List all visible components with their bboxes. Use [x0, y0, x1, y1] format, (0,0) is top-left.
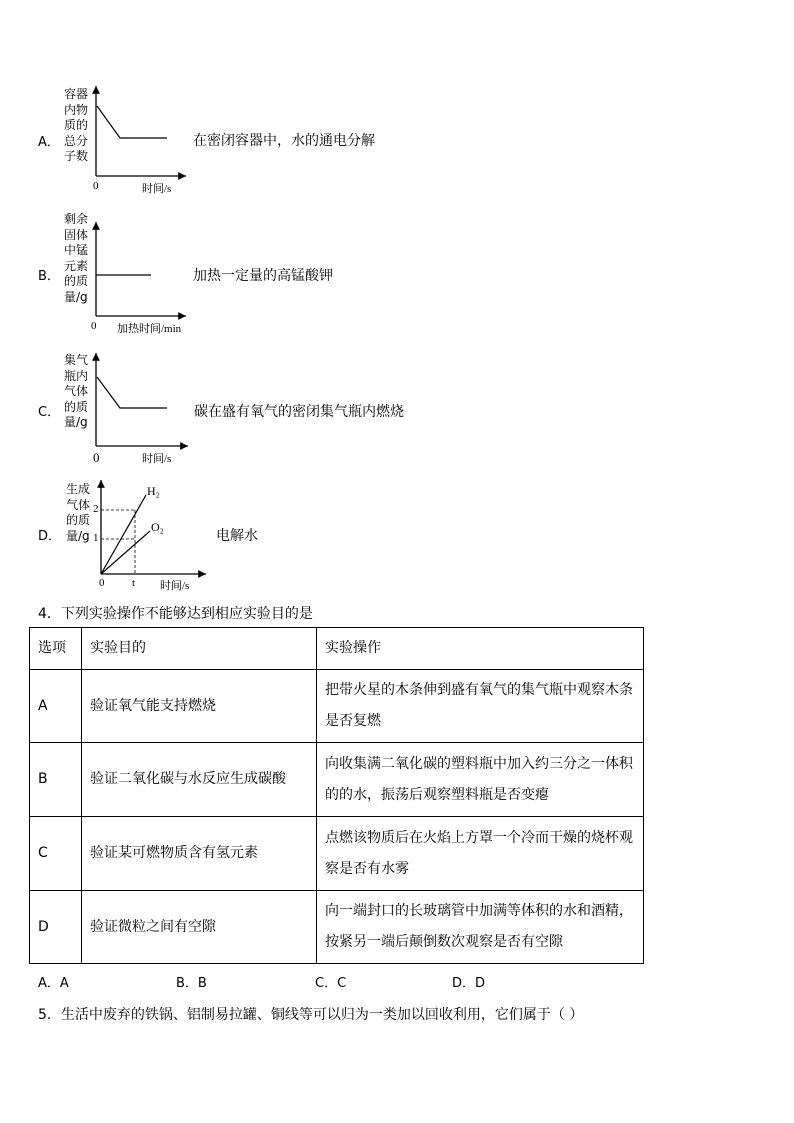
- option-description: 电解水: [216, 528, 258, 544]
- option-cell: A: [30, 670, 82, 743]
- origin-label: 0: [93, 180, 99, 192]
- table-row: [30, 817, 644, 891]
- x-axis-label: 时间/s: [142, 453, 172, 465]
- y-tick-2: 2: [93, 503, 99, 515]
- y-axis-label: 剩余 固体 中锰 元素 的质 量/g: [64, 212, 89, 304]
- x-axis-label: 加热时间/min: [117, 323, 182, 335]
- x-axis-label: 时间/s: [160, 580, 190, 592]
- y-tick-1: 1: [93, 532, 99, 544]
- header-cell: 选项: [30, 628, 82, 670]
- option-description: 加热一定量的高锰酸钾: [193, 268, 333, 284]
- question-5-title: 5．生活中废弃的铁锅、铝制易拉罐、铜线等可以归为一类加以回收利用，它们属于（ ）: [38, 1007, 584, 1023]
- option-letter: D．: [38, 529, 62, 544]
- operation-cell: 向收集满二氧化碳的塑料瓶中加入约三分之一体积 的的水，振荡后观察塑料瓶是否变瘪: [317, 743, 644, 817]
- o2-label: O₂: [151, 520, 164, 534]
- answer-option: D．D: [452, 976, 486, 991]
- option-cell: C: [30, 817, 82, 891]
- origin-label: 0: [93, 450, 100, 465]
- goal-cell: 验证氧气能支持燃烧: [82, 670, 317, 743]
- option-description: 在密闭容器中，水的通电分解: [193, 133, 375, 149]
- answer-option: C．C: [315, 976, 347, 991]
- header-cell: 实验操作: [317, 628, 644, 670]
- x-axis-label: 时间/s: [142, 183, 172, 195]
- origin-label: 0: [99, 577, 105, 589]
- h2-line: [101, 495, 146, 574]
- x-tick-t: t: [132, 577, 136, 589]
- table-row: [30, 670, 644, 743]
- option-letter: A．: [38, 135, 60, 150]
- table-row: [30, 743, 644, 817]
- goal-cell: 验证二氧化碳与水反应生成碳酸: [82, 743, 317, 817]
- option-letter: B．: [38, 269, 60, 284]
- y-axis-label: 集气 瓶内 气体 的质 量/g: [64, 353, 89, 429]
- goal-cell: 验证某可燃物质含有氢元素: [82, 817, 317, 891]
- operation-cell: 点燃该物质后在火焰上方罩一个冷而干燥的烧杯观 察是否有水雾: [317, 817, 644, 891]
- h2-label: H₂: [147, 484, 160, 498]
- operation-cell: 把带火星的木条伸到盛有氧气的集气瓶中观察木条 是否复燃: [317, 670, 644, 743]
- experiment-table: [29, 627, 644, 964]
- operation-cell: 向一端封口的长玻璃管中加满等体积的水和酒精， 按紧另一端后颠倒数次观察是否有空隙: [317, 891, 644, 964]
- table-row: [30, 891, 644, 964]
- y-axis-label: 容器 内物 质的 总分 子数: [64, 87, 89, 163]
- option-description: 碳在盛有氧气的密闭集气瓶内燃烧: [194, 404, 404, 420]
- o2-line: [101, 531, 150, 574]
- option-letter: C．: [38, 405, 61, 420]
- answer-option: B．B: [176, 976, 207, 991]
- origin-label: 0: [91, 320, 97, 332]
- y-axis-label: 生成 气体 的质 量/g: [66, 482, 91, 543]
- option-cell: D: [30, 891, 82, 964]
- table-header-row: [30, 628, 644, 670]
- header-cell: 实验目的: [82, 628, 317, 670]
- option-cell: B: [30, 743, 82, 817]
- answer-option: A．A: [38, 976, 69, 991]
- question-4-title: 4．下列实验操作不能够达到相应实验目的是: [38, 606, 313, 622]
- goal-cell: 验证微粒之间有空隙: [82, 891, 317, 964]
